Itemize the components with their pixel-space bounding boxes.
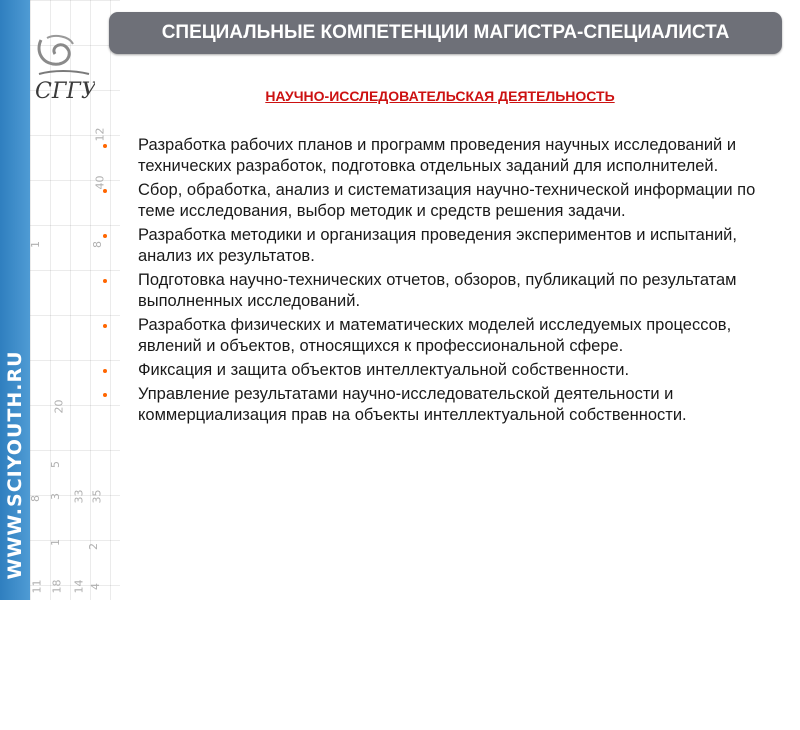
list-item bbox=[100, 180, 770, 222]
bullet-icon bbox=[103, 189, 107, 193]
list-item bbox=[100, 384, 770, 426]
university-logo bbox=[33, 34, 95, 104]
list-item bbox=[100, 135, 770, 177]
grid-number: 8 bbox=[29, 495, 42, 502]
list-item-text: Разработка физических и математических моделей исследуемых процессов, явлений и объектов, относящихся к профессиональной сфере. bbox=[138, 316, 732, 355]
list-item-text: Разработка рабочих планов и программ проведения научных исследований и технических разработок, подготовка отдельных заданий для исполнителей. bbox=[138, 136, 737, 175]
grid-number: 3 bbox=[49, 493, 62, 500]
grid-number: 1 bbox=[29, 241, 42, 248]
grid-number: 33 bbox=[72, 489, 86, 504]
grid-number: 1 bbox=[49, 539, 62, 546]
grid-number: 11 bbox=[30, 579, 44, 594]
list-item-text: Управление результатами научно-исследовательской деятельности и коммерциализация прав на объекты интеллектуальной собственности. bbox=[138, 385, 687, 424]
bullet-icon bbox=[103, 234, 107, 238]
list-item bbox=[100, 360, 770, 381]
grid-number: 35 bbox=[90, 489, 104, 504]
competency-list bbox=[100, 135, 770, 429]
grid-number: 4 bbox=[89, 583, 102, 590]
svg-text:СГГУ: СГГУ bbox=[35, 79, 95, 104]
grid-number: 18 bbox=[50, 579, 64, 594]
list-item-text: Фиксация и защита объектов интеллектуальной собственности. bbox=[138, 361, 630, 379]
bullet-icon bbox=[103, 324, 107, 328]
page-title-banner bbox=[109, 12, 782, 54]
list-item-text: Подготовка научно-технических отчетов, обзоров, публикаций по результатам выполненных исследований. bbox=[138, 271, 737, 310]
list-item-text: Сбор, обработка, анализ и систематизация научно-технической информации по теме исследования, выбор методик и средств решения задачи. bbox=[138, 181, 756, 220]
list-item bbox=[100, 225, 770, 267]
grid-number: 2 bbox=[87, 543, 100, 550]
grid-number: 20 bbox=[52, 399, 66, 414]
bullet-icon bbox=[103, 393, 107, 397]
grid-number: 40 bbox=[93, 175, 107, 190]
left-blue-strip bbox=[0, 0, 30, 600]
list-item-text: Разработка методики и организация проведения экспериментов и испытаний, анализ их результатов. bbox=[138, 226, 737, 265]
watermark-text: WWW.SCIYOUTH.RU bbox=[4, 350, 26, 580]
bullet-icon bbox=[103, 279, 107, 283]
section-subtitle: НАУЧНО-ИССЛЕДОВАТЕЛЬСКАЯ ДЕЯТЕЛЬНОСТЬ bbox=[265, 88, 615, 104]
bullet-icon bbox=[103, 144, 107, 148]
grid-number: 8 bbox=[91, 241, 104, 248]
grid-number: 12 bbox=[93, 127, 107, 142]
list-item bbox=[100, 270, 770, 312]
grid-number: 14 bbox=[72, 579, 86, 594]
bullet-icon bbox=[103, 369, 107, 373]
list-item bbox=[100, 315, 770, 357]
grid-number: 5 bbox=[49, 461, 62, 468]
page-title: СПЕЦИАЛЬНЫЕ КОМПЕТЕНЦИИ МАГИСТРА-СПЕЦИАЛИСТА bbox=[161, 22, 730, 43]
